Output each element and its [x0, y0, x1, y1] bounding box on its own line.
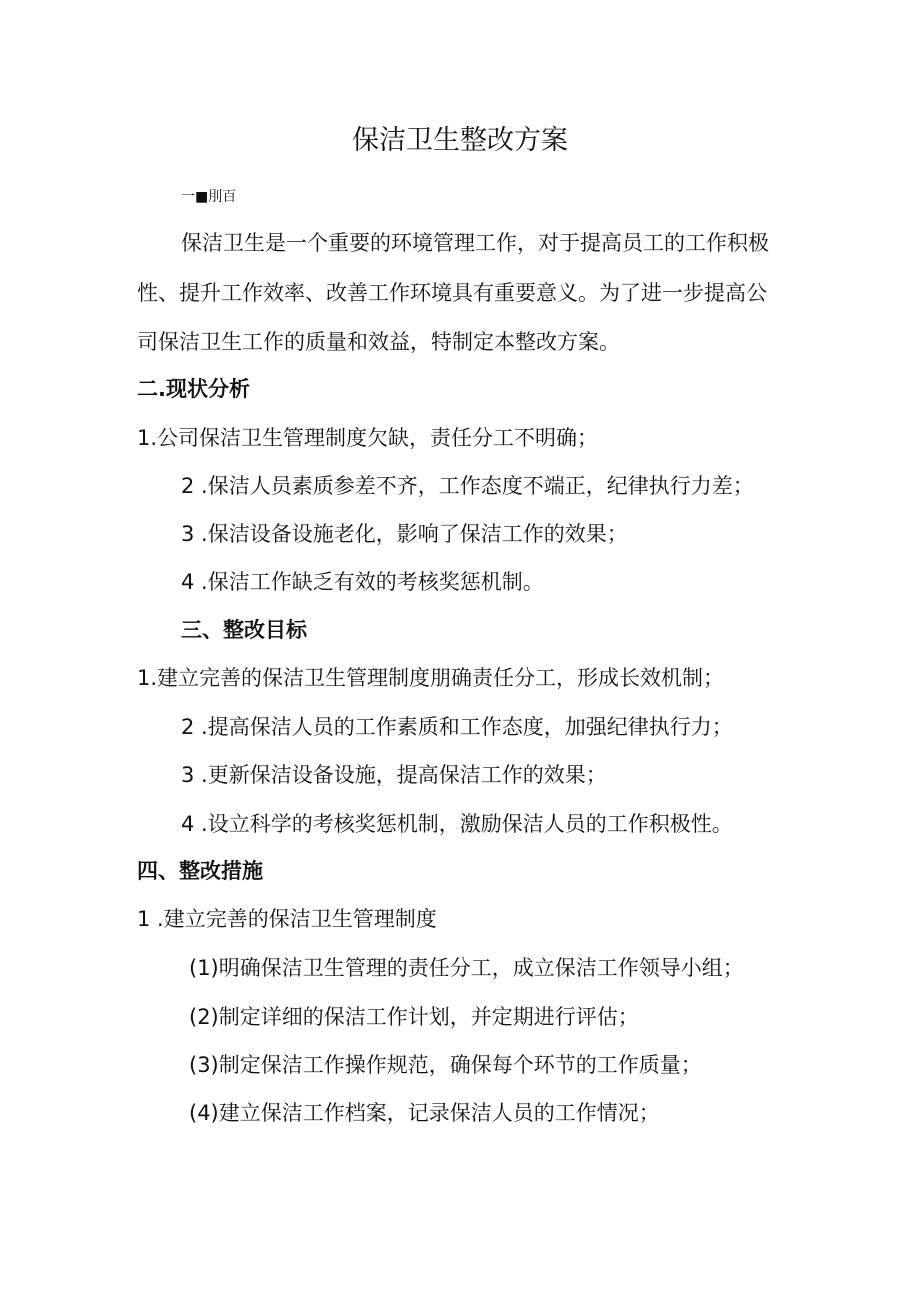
status-item-1: 1.公司保洁卫生管理制度欠缺，责任分工不明确；: [137, 426, 599, 450]
section-heading-goals: 三、整改目标: [181, 618, 307, 642]
intro-line-1: 保洁卫生是一个重要的环境管理工作，对于提高员工的工作积极: [181, 231, 769, 255]
section-heading-current-status: 二.现状分析: [137, 377, 250, 401]
goal-item-2: 2 .提高保洁人员的工作素质和工作态度，加强纪律执行力；: [181, 715, 733, 739]
goal-item-3: 3 .更新保洁设备设施，提高保洁工作的效果；: [181, 763, 607, 787]
measure-item-2: (2)制定详细的保洁工作计划，并定期进行评估；: [189, 1005, 639, 1029]
measure-item-4: (4)建立保洁工作档案，记录保洁人员的工作情况；: [189, 1101, 660, 1125]
preface-heading: 一■刖百: [181, 189, 237, 205]
intro-line-2: 性、提升工作效率、改善工作环境具有重要意义。为了进一步提高公: [137, 281, 767, 305]
document-title: 保洁卫生整改方案: [352, 125, 568, 156]
goal-item-4: 4 .设立科学的考核奖惩机制，激励保洁人员的工作积极性。: [181, 812, 733, 836]
measure-subheading-1: 1 .建立完善的保洁卫生管理制度: [137, 907, 437, 931]
status-item-3: 3 .保洁设备设施老化，影响了保洁工作的效果；: [181, 522, 628, 546]
intro-line-3: 司保洁卫生工作的质量和效益，特制定本整改方案。: [137, 330, 620, 354]
measure-item-3: (3)制定保洁工作操作规范，确保每个环节的工作质量；: [189, 1053, 702, 1077]
section-heading-measures: 四、整改措施: [137, 859, 263, 883]
measure-item-1: (1)明确保洁卫生管理的责任分工，成立保洁工作领导小组；: [189, 956, 744, 980]
status-item-2: 2 .保洁人员素质参差不齐，工作态度不端正，纪律执行力差；: [181, 474, 754, 498]
status-item-4: 4 .保洁工作缺乏有效的考核奖惩机制。: [181, 570, 544, 594]
goal-item-1: 1.建立完善的保洁卫生管理制度朋确责任分工，形成长效机制；: [137, 666, 725, 690]
